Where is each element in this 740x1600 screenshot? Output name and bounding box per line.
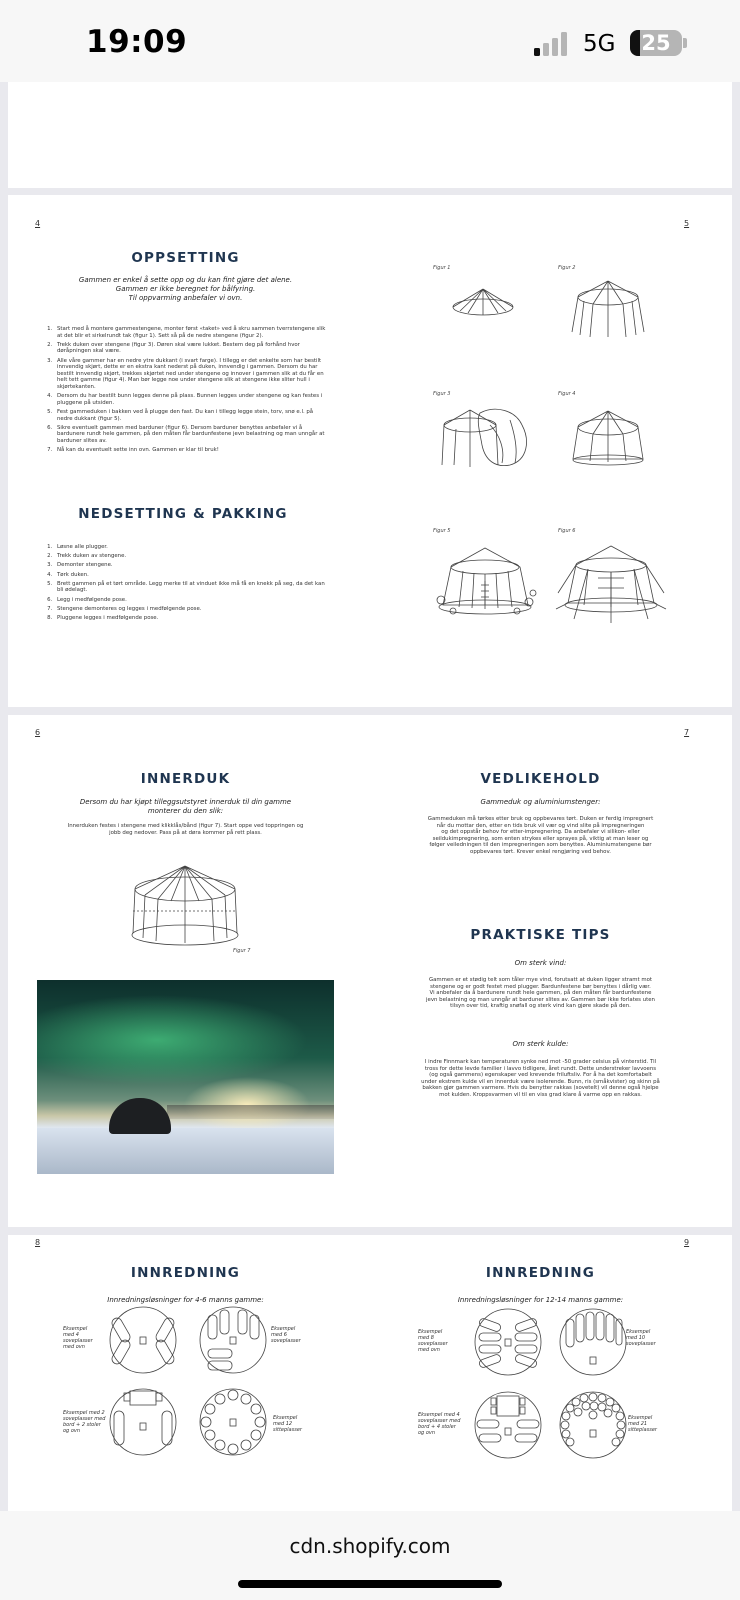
layout-label — [626, 1329, 656, 1347]
label-line: bord + 4 stoler — [418, 1424, 456, 1430]
setup-intro-line: Gammen er ikke beregnet for bålfyring. — [115, 285, 256, 293]
list-item: 4. Dersom du har bestilt bunn legges denne på plass. Bunnen legges under stengene og kan festes i pluggene på utsiden. — [54, 393, 327, 406]
label-line: med 12 — [273, 1421, 293, 1427]
label-line: Eksempel — [63, 1326, 88, 1332]
inner-text-line: jobb deg nedover. Pass på at døra kommer på rett plass. — [109, 829, 262, 836]
setup-steps — [42, 326, 327, 456]
wind-line: stengene og er godt festet med plugger. Bardunfestene bør benyttes i dårlig vær. — [430, 983, 651, 990]
layout-label — [628, 1415, 657, 1433]
list-item: 3. Demonter stengene. — [54, 562, 327, 569]
maintenance-line: oppbevares tørt. Krever enkel rengjøring ved behov. — [470, 848, 611, 855]
layout-label — [418, 1412, 460, 1436]
maintenance-subtitle: Gammeduk og aluminiumstenger: — [480, 798, 601, 806]
figure-3-cover-on-frame — [440, 405, 530, 470]
layout-label — [273, 1415, 302, 1433]
cold-line: I indre Finnmark kan temperaturen synke ned mot -50 grader celsius på vinterstid. Til — [424, 1059, 657, 1065]
layout-label — [63, 1326, 93, 1350]
label-line: soveplasser med — [418, 1418, 461, 1424]
wind-line: tilsyn over tid, kraftig snøfall og sterk vind kan gjøre skade på den. — [450, 1003, 631, 1010]
maintenance-line: når du mottar den, etter en tids bruk vil vær og vind slite på impregneringen — [436, 822, 645, 829]
wind-line: Gammen er et stødig telt som tåler mye vind, forutsatt at duken ligger stramt mot — [428, 977, 653, 983]
label-line: sitteplasser — [273, 1427, 302, 1433]
setup-intro — [48, 276, 323, 303]
label-line: med ovn — [63, 1344, 85, 1350]
list-item: 5. Brett gammen på et tørt område. Legg merke til at vinduet ikke må få en knekk på seg, da det kan bli ødelagt. — [54, 581, 327, 594]
label-line: soveplasser — [63, 1338, 93, 1344]
wind-line: Vi anbefaler da å bardunere rundt hele gammen, på den måten får bardunfestene — [429, 990, 652, 997]
treeline — [167, 1105, 334, 1119]
document-spread-inner-maintenance — [8, 715, 732, 1227]
wind-line: jevn belastning og man unngår at barduner slites av. Gammen bør ikke forlates uten — [426, 996, 655, 1003]
figure-label: Figur 3 — [433, 391, 451, 397]
layout-label — [271, 1326, 301, 1344]
aurora-photo — [37, 980, 334, 1174]
figure-label: Figur 5 — [433, 528, 451, 534]
label-line: og ovn — [63, 1428, 81, 1434]
list-item: 2. Trekk duken over stengene (figur 3). Døren skal være lukket. Bestem deg på forhånd hvor døråpningen skal være. — [54, 342, 327, 355]
label-line: Eksempel — [628, 1415, 653, 1421]
label-line: med 8 — [418, 1335, 434, 1341]
maintenance-line: seildukimpregnering, som enten strykes eller sprayes på, viktig at man leser og — [432, 835, 649, 842]
setup-title: OPPSETTING — [131, 250, 240, 266]
furnishing-subtitle-right: Innredningsløsninger for 12-14 manns gamme: — [457, 1296, 624, 1304]
figure-label: Figur 6 — [558, 528, 576, 534]
list-item: 6. Sikre eventuelt gammen med barduner (figur 6). Dersom barduner benyttes anbefaler vi å bardunere rundt hele gammen, på den måten får bardunfestene jevn belastning og man unngår at barduner slites av. — [54, 425, 327, 445]
document-spread-setup — [8, 195, 732, 707]
floorplan-2-sleep-table — [108, 1387, 178, 1457]
label-line: med ovn — [418, 1347, 440, 1353]
network-type: 5G — [583, 31, 616, 57]
label-line: Eksempel — [418, 1329, 443, 1335]
list-item: 7. Stengene demonteres og legges i medfølgende pose. — [54, 606, 327, 613]
url-text[interactable]: cdn.shopify.com — [289, 1534, 451, 1558]
wind-title: Om sterk vind: — [514, 959, 567, 967]
setup-intro-line: Til oppvarming anbefaler vi ovn. — [128, 294, 243, 302]
list-item: 3. Alle våre gammer har en nedre ytre dukkant (i svart farge). I tillegg er det enkelte som har bestilt innvendig skjørt, dette er en ekstra kant nederst på duken, innvendig i gammen. Dersom du har bestilt innvendig skjørt, trekkes skjørtet ned under stengene og innover i gammen slik at du får en helt tett gamme (figur 4). Man bør legge noe under stengene slik at stengene ikke sliter hull i skjørtekanten. — [54, 358, 327, 391]
page-number-right: 9 — [684, 1238, 690, 1247]
cold-line: mot kulden. Kroppsvarmen vil til en viss grad klare å varme opp en rakkas. — [439, 1091, 642, 1098]
cold-line: under ekstrem kulde vil en innerduk være isolerende. Bunn, ris (småkvister) og skinn på — [421, 1078, 660, 1085]
floorplan-8-sleep — [473, 1307, 543, 1377]
label-line: med 4 — [63, 1332, 79, 1338]
floorplan-21-seats — [558, 1390, 628, 1460]
floorplan-10-sleep — [558, 1307, 628, 1377]
list-item: 7. Nå kan du eventuelt sette inn ovn. Gammen er klar til bruk! — [54, 447, 327, 454]
floorplan-4-sleep — [108, 1305, 178, 1375]
document-page — [8, 82, 732, 188]
list-item: 4. Tørk duken. — [54, 572, 327, 579]
figure-5-pegged-tent — [433, 545, 538, 620]
figure-label: Figur 7 — [233, 948, 251, 954]
list-item: 5. Fest gammeduken i bakken ved å plugge den fast. Du kan i tillegg legge stein, torv, snø e.l. på nedre dukkant (figur 5). — [54, 409, 327, 422]
snow-ground — [37, 1128, 334, 1174]
cold-line: bakken gjør gammen varmere. Hvis du benytter rakkas (sovetelt) vil denne også hjelpe — [422, 1085, 659, 1092]
furnishing-subtitle-left: Innredningsløsninger for 4-6 manns gamme: — [107, 1296, 264, 1304]
inner-intro-line: monterer du den slik: — [147, 807, 224, 815]
inner-intro-line: Dersom du har kjøpt tilleggsutstyret innerduk til din gamme — [79, 798, 292, 806]
label-line: bord + 2 stoler — [63, 1422, 101, 1428]
page-number-right: 7 — [684, 728, 690, 737]
figure-6-guyed-tent — [556, 543, 666, 623]
cold-line: (og også gammens) egenskaper ved krevende friluftsliv. For å ha det komfortabelt — [429, 1072, 652, 1079]
furnishing-title-right: INNREDNING — [485, 1265, 596, 1281]
inner-text — [48, 823, 323, 836]
inner-text-line: Innerduken festes i stengene med klikklås/bånd (figur 7). Start oppe ved toppringen og — [67, 823, 304, 829]
page-number-left: 4 — [35, 219, 41, 228]
list-item: 2. Trekk duken av stengene. — [54, 553, 327, 560]
label-line: soveplasser — [271, 1338, 301, 1344]
page-number-right: 5 — [684, 219, 690, 228]
cold-text — [403, 1059, 678, 1099]
takedown-steps — [42, 544, 327, 624]
label-line: sitteplasser — [628, 1427, 657, 1433]
cold-line: tross for dette levde familier i lavvo tidligere, året rundt. Dette understreker lavvoens — [424, 1065, 657, 1072]
figure-4-covered-tent — [568, 407, 648, 467]
label-line: soveplasser med — [63, 1416, 106, 1422]
maintenance-line: Gammeduken må tørkes etter bruk og oppbevares tørt. Duken er ferdig impregnert — [427, 816, 654, 822]
label-line: med 21 — [628, 1421, 648, 1427]
label-line: Eksempel med 2 — [63, 1410, 105, 1416]
cold-title: Om sterk kulde: — [512, 1040, 569, 1048]
figure-label: Figur 1 — [433, 265, 451, 271]
tips-title: PRAKTISKE TIPS — [470, 927, 611, 943]
setup-intro-line: Gammen er enkel å sette opp og du kan fint gjøre det alene. — [78, 276, 293, 284]
label-line: soveplasser — [626, 1341, 656, 1347]
signal-icon — [532, 32, 572, 56]
maintenance-line: og det oppstår behov for etter-impregnering. Da anbefaler vi silikon- eller — [441, 829, 640, 836]
label-line: Eksempel — [273, 1415, 298, 1421]
home-indicator[interactable] — [238, 1580, 502, 1588]
maintenance-text — [403, 816, 678, 856]
status-bar — [0, 0, 740, 82]
floorplan-4-sleep-table — [473, 1390, 543, 1460]
inner-intro — [48, 798, 323, 816]
inner-title: INNERDUK — [140, 771, 231, 787]
battery-level: 25 — [641, 31, 671, 55]
list-item: 8. Pluggene legges i medfølgende pose. — [54, 615, 327, 622]
battery-tip — [683, 38, 687, 48]
floorplan-6-sleep — [198, 1305, 268, 1375]
page-number-left: 6 — [35, 728, 41, 737]
list-item: 1. Start med å montere gammestengene, monter først «taket» ved å skru sammen tverrstengene slik at det blir et sirkelrundt tak (figur 1). Sett så på de nedre stengene (figur 2). — [54, 326, 327, 339]
list-item: 6. Legg i medfølgende pose. — [54, 597, 327, 604]
label-line: soveplasser — [418, 1341, 448, 1347]
page-number-left: 8 — [35, 1238, 41, 1247]
figure-1-roof-frame — [448, 285, 518, 320]
label-line: Eksempel — [626, 1329, 651, 1335]
label-line: Eksempel — [271, 1326, 296, 1332]
list-item: 1. Løsne alle plugger. — [54, 544, 327, 551]
layout-label — [418, 1329, 448, 1353]
floorplan-12-seats — [198, 1387, 268, 1457]
label-line: med 10 — [626, 1335, 646, 1341]
takedown-title: NEDSETTING & PAKKING — [78, 506, 288, 522]
layout-label — [63, 1410, 105, 1434]
gamme-silhouette — [109, 1098, 171, 1134]
furnishing-title-left: INNREDNING — [130, 1265, 241, 1281]
figure-7-inner-tent — [128, 863, 243, 948]
battery-icon — [630, 30, 682, 56]
maintenance-title: VEDLIKEHOLD — [480, 771, 601, 787]
clock: 19:09 — [86, 24, 188, 60]
wind-text — [403, 977, 678, 1010]
label-line: og ovn — [418, 1430, 436, 1436]
maintenance-line: følger veiledningen til den impregneringen som benyttes. Aluminiumstengene bør — [429, 842, 652, 849]
label-line: Eksempel med 4 — [418, 1412, 460, 1418]
figure-2-full-frame — [568, 277, 648, 337]
figure-label: Figur 4 — [558, 391, 576, 397]
document-spread-furnishing — [8, 1235, 732, 1515]
browser-address-bar[interactable] — [0, 1511, 740, 1600]
figure-label: Figur 2 — [558, 265, 576, 271]
label-line: med 6 — [271, 1332, 287, 1338]
